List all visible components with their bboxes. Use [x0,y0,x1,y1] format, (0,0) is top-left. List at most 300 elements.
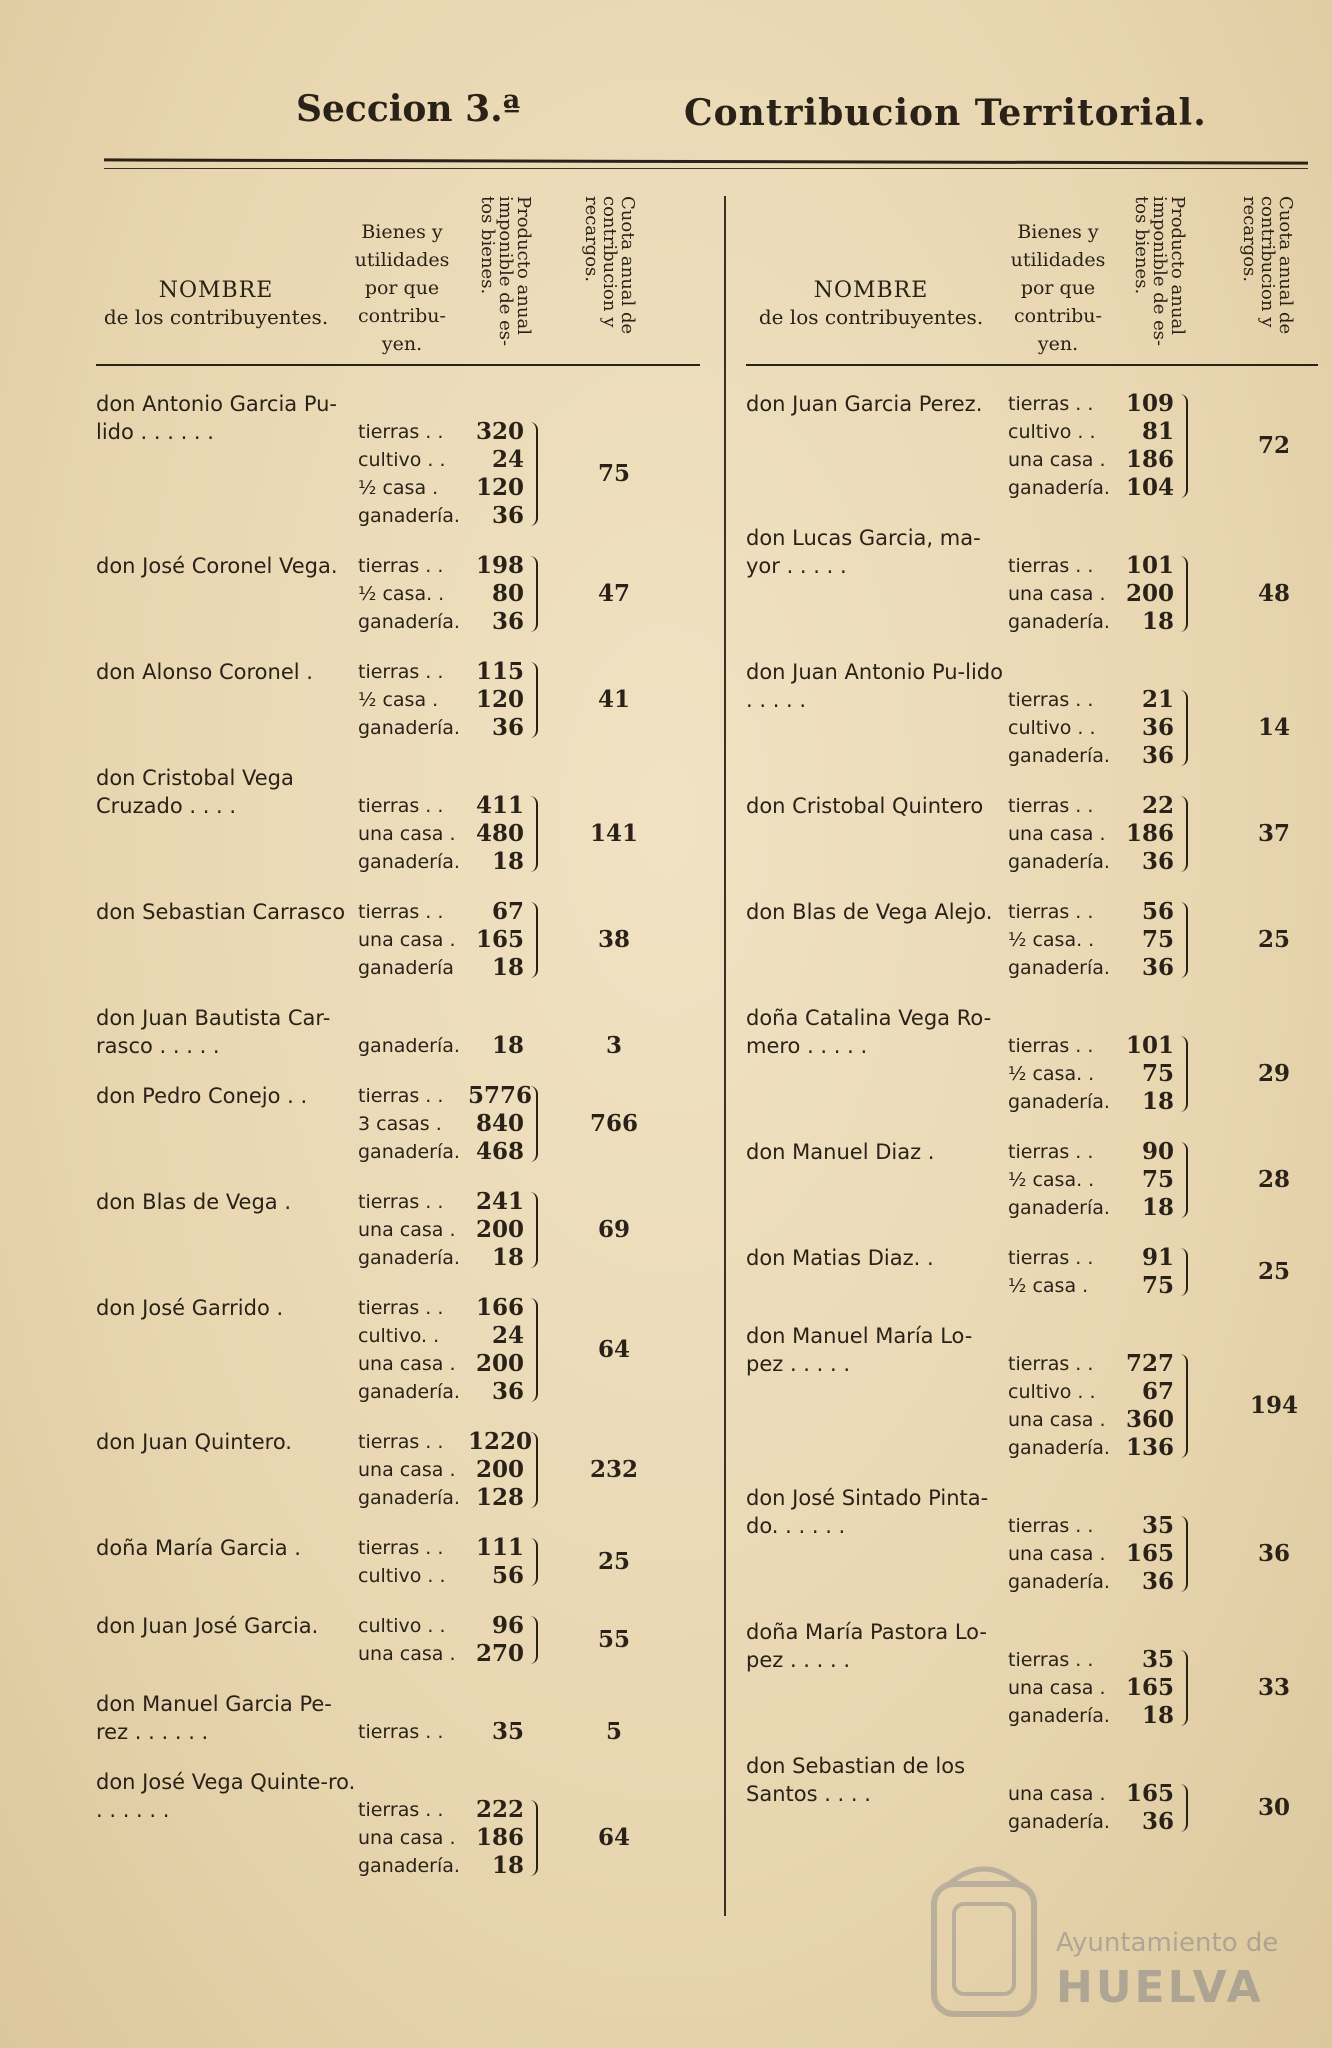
property-type: una casa . [358,823,456,845]
annual-quota: 30 [1257,1794,1290,1821]
taxable-product-value: 67 [491,898,524,925]
property-item [358,820,528,848]
taxable-product-value: 840 [475,1110,524,1137]
taxable-product-value: 200 [475,1350,524,1377]
property-type: ganadería. [1008,477,1110,499]
property-item [1008,552,1178,580]
property-type: ganadería. [358,611,460,633]
property-item [358,1216,528,1244]
property-item [1008,1406,1178,1434]
column-header [746,196,1318,366]
taxable-product-value: 115 [475,658,524,685]
property-item [358,1718,528,1746]
annual-quota: 141 [589,820,638,847]
property-type: ½ casa . [358,477,439,499]
property-type: 3 casas . [358,1113,442,1135]
contributor-name: don Manuel María Lo-pez . . . . . [746,1324,973,1376]
property-item [358,954,528,982]
property-type: una casa . [1008,583,1106,605]
property-item [358,418,528,446]
property-item [1008,848,1178,876]
property-type: ½ casa. . [1008,1063,1095,1085]
property-item [358,446,528,474]
taxable-product-value: 18 [1141,1088,1174,1115]
contributor-entry [96,898,700,982]
taxable-product-value: 36 [1141,848,1174,875]
contributor-name: don Juan Bautista Car-rasco . . . . . [96,1006,331,1058]
property-type: ganadería. [358,1855,460,1877]
watermark-line2: HUELVA [1056,1962,1264,2013]
property-item [358,1322,528,1350]
taxable-product-value: 36 [491,1378,524,1405]
property-type: ½ casa. . [1008,1169,1095,1191]
property-item [358,658,528,686]
property-item [1008,608,1178,636]
column-header [96,196,700,366]
contributor-name: don Juan Quintero. [96,1430,292,1454]
property-type: tierras . . [1008,901,1094,923]
annual-quota: 64 [597,1824,630,1851]
taxable-product-value: 18 [491,1852,524,1879]
annual-quota: 33 [1257,1674,1290,1701]
section-label: Seccion 3.ª [296,88,521,130]
property-item [358,1082,533,1110]
property-item [358,1110,528,1138]
taxable-product-value: 241 [475,1188,524,1215]
contributor-name: don Juan José Garcia. [96,1614,319,1638]
property-item [1008,1088,1178,1116]
property-item [1008,390,1178,418]
property-item [1008,1166,1178,1194]
property-type: tierras . . [1008,1649,1094,1671]
annual-quota: 194 [1249,1392,1298,1419]
brace-icon [530,556,538,632]
property-item [358,1138,528,1166]
taxable-product-value: 18 [1141,608,1174,635]
taxable-product-value: 18 [1141,1702,1174,1729]
property-item [1008,1244,1178,1272]
contributor-entry [96,1768,700,1880]
taxable-product-value: 18 [1141,1194,1174,1221]
taxable-product-value: 320 [475,418,524,445]
property-item [358,1456,528,1484]
brace-icon [530,1298,538,1402]
annual-quota: 47 [597,580,630,607]
contributor-entry [96,1004,700,1060]
contributor-entry [96,764,700,876]
property-item [1008,1702,1178,1730]
annual-quota: 5 [605,1718,622,1745]
property-type: ganadería [358,957,454,979]
property-item [358,926,528,954]
taxable-product-value: 80 [491,580,524,607]
contributor-name: don José Sintado Pinta-do. . . . . . [746,1486,989,1538]
right-column [746,196,1318,1835]
property-type: ½ casa . [1008,1275,1089,1297]
property-type: ganadería. [358,1487,460,1509]
taxable-product-value: 136 [1125,1434,1174,1461]
taxable-product-value: 200 [1125,580,1174,607]
property-item [358,1378,528,1406]
property-type: ganadería. [1008,1197,1110,1219]
property-type: ganadería. [1008,1811,1110,1833]
taxable-product-value: 101 [1125,1032,1174,1059]
contributor-name: don Alonso Coronel . [96,660,313,684]
contributor-name: don Juan Garcia Perez. [746,392,983,416]
property-item [1008,1350,1178,1378]
property-type: ganadería. [358,1141,460,1163]
property-type: ganadería. [358,1247,460,1269]
annual-quota: 41 [597,686,630,713]
property-item [358,1796,528,1824]
property-type: tierras . . [358,1721,444,1743]
property-type: una casa . [1008,1677,1106,1699]
taxable-product-value: 36 [491,608,524,635]
property-item [358,502,528,530]
property-type: ganadería. [1008,1091,1110,1113]
taxable-product-value: 24 [491,1322,524,1349]
property-type: ganadería. [1008,957,1110,979]
contributor-entry [746,1322,1318,1462]
property-item [1008,1646,1178,1674]
goods-header: Bienes y utilidades por que contribu-yen. [354,221,450,355]
property-item [358,1640,528,1668]
property-item [1008,1138,1178,1166]
property-type: cultivo . . [1008,1381,1096,1403]
property-type: una casa . [1008,1543,1106,1565]
property-type: tierras . . [358,421,444,443]
contributor-name: don Manuel Garcia Pe-rez . . . . . . [96,1692,332,1744]
contributor-name: don Sebastian Carrasco [96,900,346,924]
taxable-product-value: 360 [1125,1406,1174,1433]
brace-icon [530,1616,538,1664]
property-item [1008,1512,1178,1540]
brace-icon [530,662,538,738]
property-item [1008,1540,1178,1568]
property-type: tierras . . [1008,555,1094,577]
name-header-sub: de los contribuyentes. [103,305,329,329]
product-header: Producto anual imponible de es-tos bienes. [1131,196,1188,347]
taxable-product-value: 186 [1125,446,1174,473]
contributor-name: don José Coronel Vega. [96,554,338,578]
annual-quota: 37 [1257,820,1290,847]
name-header [746,278,996,330]
contributor-entry [746,1004,1318,1116]
page-title: Contribucion Territorial. [684,92,1207,134]
taxable-product-value: 111 [475,1534,524,1561]
brace-icon [530,1432,538,1508]
contributor-entry [96,1428,700,1512]
taxable-product-value: 67 [1141,1378,1174,1405]
property-item [358,1612,528,1640]
annual-quota: 232 [589,1456,638,1483]
property-item [358,1484,528,1512]
contributor-name: doña María Pastora Lo-pez . . . . . [746,1620,987,1672]
property-item [1008,1674,1178,1702]
contributor-entry [746,658,1318,770]
brace-icon [1180,1036,1188,1112]
taxable-product-value: 90 [1141,1138,1174,1165]
name-header [96,278,336,330]
property-item [358,1534,528,1562]
header-rule-thin [104,168,1308,169]
brace-icon [530,1192,538,1268]
taxable-product-value: 35 [491,1718,524,1745]
taxable-product-value: 36 [491,714,524,741]
property-type: tierras . . [358,795,444,817]
contributor-entry [96,552,700,636]
contributor-entry [96,1690,700,1746]
brace-icon [1180,1784,1188,1832]
property-type: una casa . [1008,1409,1106,1431]
taxable-product-value: 165 [1125,1540,1174,1567]
goods-header: Bienes y utilidades por que contribu-yen. [1010,221,1106,355]
property-item [1008,898,1178,926]
header-rule [104,158,1308,164]
property-item [358,1188,528,1216]
contributor-entry [746,1618,1318,1730]
property-item [358,552,528,580]
page-header [0,88,1332,148]
quota-header: Cuota anual de contribucion y recargos. [581,196,638,335]
brace-icon [530,422,538,526]
contributor-name: don Cristobal Vega Cruzado . . . . [96,766,294,818]
annual-quota: 48 [1257,580,1290,607]
brace-icon [530,1086,538,1162]
property-type: ganadería. [1008,745,1110,767]
contributor-entry [746,1244,1318,1300]
property-type: una casa . [1008,449,1106,471]
contributor-name: don Blas de Vega Alejo. [746,900,993,924]
property-type: ganadería. [1008,851,1110,873]
taxable-product-value: 36 [491,502,524,529]
property-type: ganadería. [358,1381,460,1403]
contributor-entry [96,1294,700,1406]
contributor-entry [746,1138,1318,1222]
property-type: tierras . . [1008,795,1094,817]
property-item [1008,1060,1178,1088]
property-type: una casa . [1008,823,1106,845]
taxable-product-value: 18 [491,1032,524,1059]
taxable-product-value: 56 [1141,898,1174,925]
taxable-product-value: 200 [475,1456,524,1483]
contributor-entry [96,1612,700,1668]
property-type: una casa . [358,929,456,951]
taxable-product-value: 120 [475,686,524,713]
taxable-product-value: 36 [1141,742,1174,769]
contributor-entry [746,898,1318,982]
property-item [358,1032,528,1060]
property-item [1008,742,1178,770]
contributor-entry [96,1188,700,1272]
taxable-product-value: 165 [1125,1780,1174,1807]
property-type: ganadería. [358,717,460,739]
property-type: ½ casa. . [1008,929,1095,951]
brace-icon [1180,1516,1188,1592]
contributor-name: don José Vega Quinte-ro. . . . . . . [96,1770,356,1822]
annual-quota: 766 [589,1110,638,1137]
property-type: tierras . . [358,1431,444,1453]
taxable-product-value: 18 [491,1244,524,1271]
property-item [358,686,528,714]
property-item [1008,1272,1178,1300]
property-type: cultivo . . [1008,717,1096,739]
brace-icon [1180,1248,1188,1296]
taxable-product-value: 36 [1141,714,1174,741]
taxable-product-value: 468 [475,1138,524,1165]
property-type: tierras . . [358,661,444,683]
taxable-product-value: 200 [475,1216,524,1243]
contributor-entry [746,390,1318,502]
property-item [1008,954,1178,982]
property-type: cultivo . . [358,449,446,471]
brace-icon [1180,1142,1188,1218]
property-item [358,898,528,926]
property-type: tierras . . [1008,1515,1094,1537]
name-header-title: NOMBRE [158,278,274,303]
property-type: tierras . . [1008,1141,1094,1163]
property-item [1008,820,1178,848]
taxable-product-value: 96 [491,1612,524,1639]
taxable-product-value: 75 [1141,1166,1174,1193]
property-item [1008,1434,1178,1462]
taxable-product-value: 75 [1141,926,1174,953]
property-type: una casa . [358,1643,456,1665]
taxable-product-value: 18 [491,954,524,981]
property-type: tierras . . [1008,1353,1094,1375]
taxable-product-value: 128 [475,1484,524,1511]
taxable-product-value: 18 [491,848,524,875]
property-type: ganadería. [1008,611,1110,633]
property-type: cultivo. . [358,1325,440,1347]
taxable-product-value: 35 [1141,1512,1174,1539]
property-type: una casa . [358,1459,456,1481]
taxable-product-value: 36 [1141,1568,1174,1595]
property-type: tierras . . [358,1537,444,1559]
brace-icon [530,902,538,978]
contributor-entry [746,1484,1318,1596]
brace-icon [530,1800,538,1876]
brace-icon [1180,690,1188,766]
property-type: tierras . . [358,1085,444,1107]
contributor-entry [96,1534,700,1590]
property-item [1008,714,1178,742]
brace-icon [1180,556,1188,632]
taxable-product-value: 222 [475,1796,524,1823]
contributor-name: don Sebastian de los Santos . . . . [746,1754,966,1806]
annual-quota: 38 [597,926,630,953]
contributor-entry [96,658,700,742]
property-item [1008,1808,1178,1836]
brace-icon [1180,796,1188,872]
annual-quota: 75 [597,460,630,487]
taxable-product-value: 165 [1125,1674,1174,1701]
taxable-product-value: 198 [475,552,524,579]
taxable-product-value: 24 [491,446,524,473]
contributor-entry [746,792,1318,876]
taxable-product-value: 91 [1141,1244,1174,1271]
property-type: tierras . . [1008,689,1094,711]
brace-icon [1180,1650,1188,1726]
brace-icon [530,796,538,872]
property-type: tierras . . [1008,1247,1094,1269]
watermark-line1: Ayuntamiento de [1056,1928,1279,1958]
taxable-product-value: 5776 [468,1082,533,1109]
taxable-product-value: 81 [1141,418,1174,445]
annual-quota: 3 [605,1032,622,1059]
contributor-name: don Blas de Vega . [96,1190,292,1214]
taxable-product-value: 727 [1125,1350,1174,1377]
annual-quota: 25 [597,1548,630,1575]
annual-quota: 36 [1257,1540,1290,1567]
property-item [1008,1378,1178,1406]
taxable-product-value: 120 [475,474,524,501]
property-type: ganadería. [1008,1705,1110,1727]
property-item [358,608,528,636]
annual-quota: 25 [1257,1258,1290,1285]
brace-icon [1180,902,1188,978]
property-item [358,474,528,502]
property-item [358,714,528,742]
contributor-name: don Antonio Garcia Pu-lido . . . . . . [96,392,338,444]
property-type: ganadería. [1008,1437,1110,1459]
property-item [358,1244,528,1272]
annual-quota: 25 [1257,926,1290,953]
annual-quota: 72 [1257,432,1290,459]
property-type: tierras . . [358,1799,444,1821]
taxable-product-value: 411 [475,792,524,819]
property-type: una casa . [358,1827,456,1849]
taxable-product-value: 165 [475,926,524,953]
contributor-name: don Pedro Conejo . . [96,1084,308,1108]
contributor-name: doña María Garcia . [96,1536,301,1560]
property-item [1008,418,1178,446]
property-item [1008,1032,1178,1060]
taxable-product-value: 104 [1125,474,1174,501]
taxable-product-value: 480 [475,820,524,847]
brace-icon [1180,1354,1188,1458]
property-type: ganadería. [358,851,460,873]
property-type: ganadería. [358,505,460,527]
annual-quota: 28 [1257,1166,1290,1193]
contributor-name: don Manuel Diaz . [746,1140,935,1164]
brace-icon [1180,394,1188,498]
contributor-name: don Matias Diaz. . [746,1246,934,1270]
property-item [1008,792,1178,820]
taxable-product-value: 21 [1141,686,1174,713]
property-item [358,1562,528,1590]
name-header-sub: de los contribuyentes. [758,305,984,329]
column-separator [724,196,726,1916]
property-item [1008,1194,1178,1222]
property-item [358,1294,528,1322]
taxable-product-value: 56 [491,1562,524,1589]
property-type: cultivo . . [1008,421,1096,443]
contributor-entry [746,524,1318,636]
taxable-product-value: 75 [1141,1060,1174,1087]
property-item [358,1350,528,1378]
property-type: una casa . [358,1219,456,1241]
property-type: cultivo . . [358,1565,446,1587]
property-item [358,1824,528,1852]
taxable-product-value: 36 [1141,954,1174,981]
property-type: una casa . [358,1353,456,1375]
property-item [358,848,528,876]
property-type: ganadería. [1008,1571,1110,1593]
property-type: tierras . . [358,1191,444,1213]
taxable-product-value: 186 [475,1824,524,1851]
property-type: ganadería. [358,1035,460,1057]
